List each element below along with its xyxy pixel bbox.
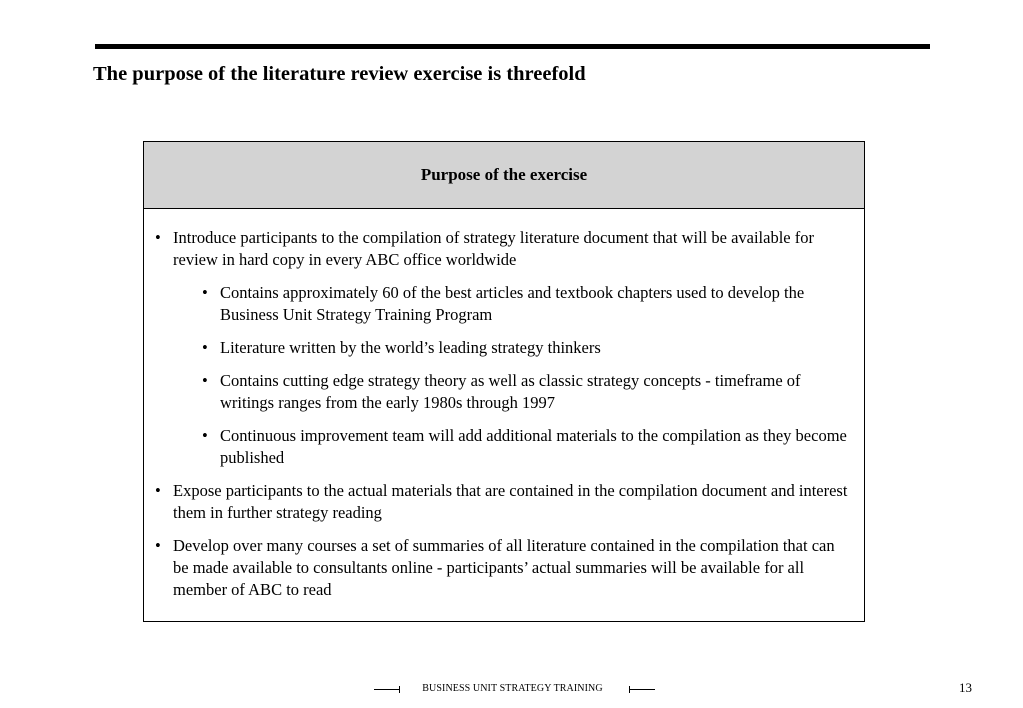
bullet-item	[155, 535, 850, 601]
bullet-dot: •	[155, 481, 161, 500]
bullet-text: Literature written by the world’s leading strategy thinkers	[220, 338, 601, 357]
bullet-text: Contains cutting edge strategy theory as well as classic strategy concepts - timeframe of writings ranges from the early 1980s through 1997	[220, 371, 801, 412]
bullet-text: Contains approximately 60 of the best articles and textbook chapters used to develop the Business Unit Strategy Training Program	[220, 283, 805, 324]
bullet-text: Expose participants to the actual materials that are contained in the compilation document and interest them in further strategy reading	[173, 481, 848, 522]
footer-right-mark	[629, 689, 655, 690]
footer-left-mark	[374, 689, 400, 690]
footer	[0, 680, 1023, 700]
sub-bullet-item	[155, 337, 850, 359]
page-title: The purpose of the literature review exercise is threefold	[93, 63, 586, 85]
bullet-item	[155, 480, 850, 524]
sub-bullet-item	[155, 282, 850, 326]
bullet-dot: •	[202, 338, 208, 357]
bullet-text: Continuous improvement team will add additional materials to the compilation as they become published	[220, 426, 847, 467]
box-body	[144, 209, 864, 601]
bullet-text: Introduce participants to the compilation of strategy literature document that will be available for review in hard copy in every ABC office worldwide	[173, 228, 814, 269]
page-number: 13	[959, 680, 972, 695]
box-header: Purpose of the exercise	[144, 142, 864, 209]
bullet-dot: •	[202, 283, 208, 302]
sub-bullet-item	[155, 370, 850, 414]
bullet-text: Develop over many courses a set of summaries of all literature contained in the compilation that can be made available to consultants online - participants’ actual summaries will be available for all member of ABC to read	[173, 536, 835, 599]
footer-text: BUSINESS UNIT STRATEGY TRAINING	[422, 683, 603, 694]
top-rule	[95, 44, 930, 49]
bullet-dot: •	[202, 426, 208, 445]
sub-bullet-item	[155, 425, 850, 469]
bullet-dot: •	[155, 228, 161, 247]
bullet-dot: •	[155, 536, 161, 555]
bullet-dot: •	[202, 371, 208, 390]
purpose-box	[143, 141, 865, 622]
bullet-item	[155, 227, 850, 271]
